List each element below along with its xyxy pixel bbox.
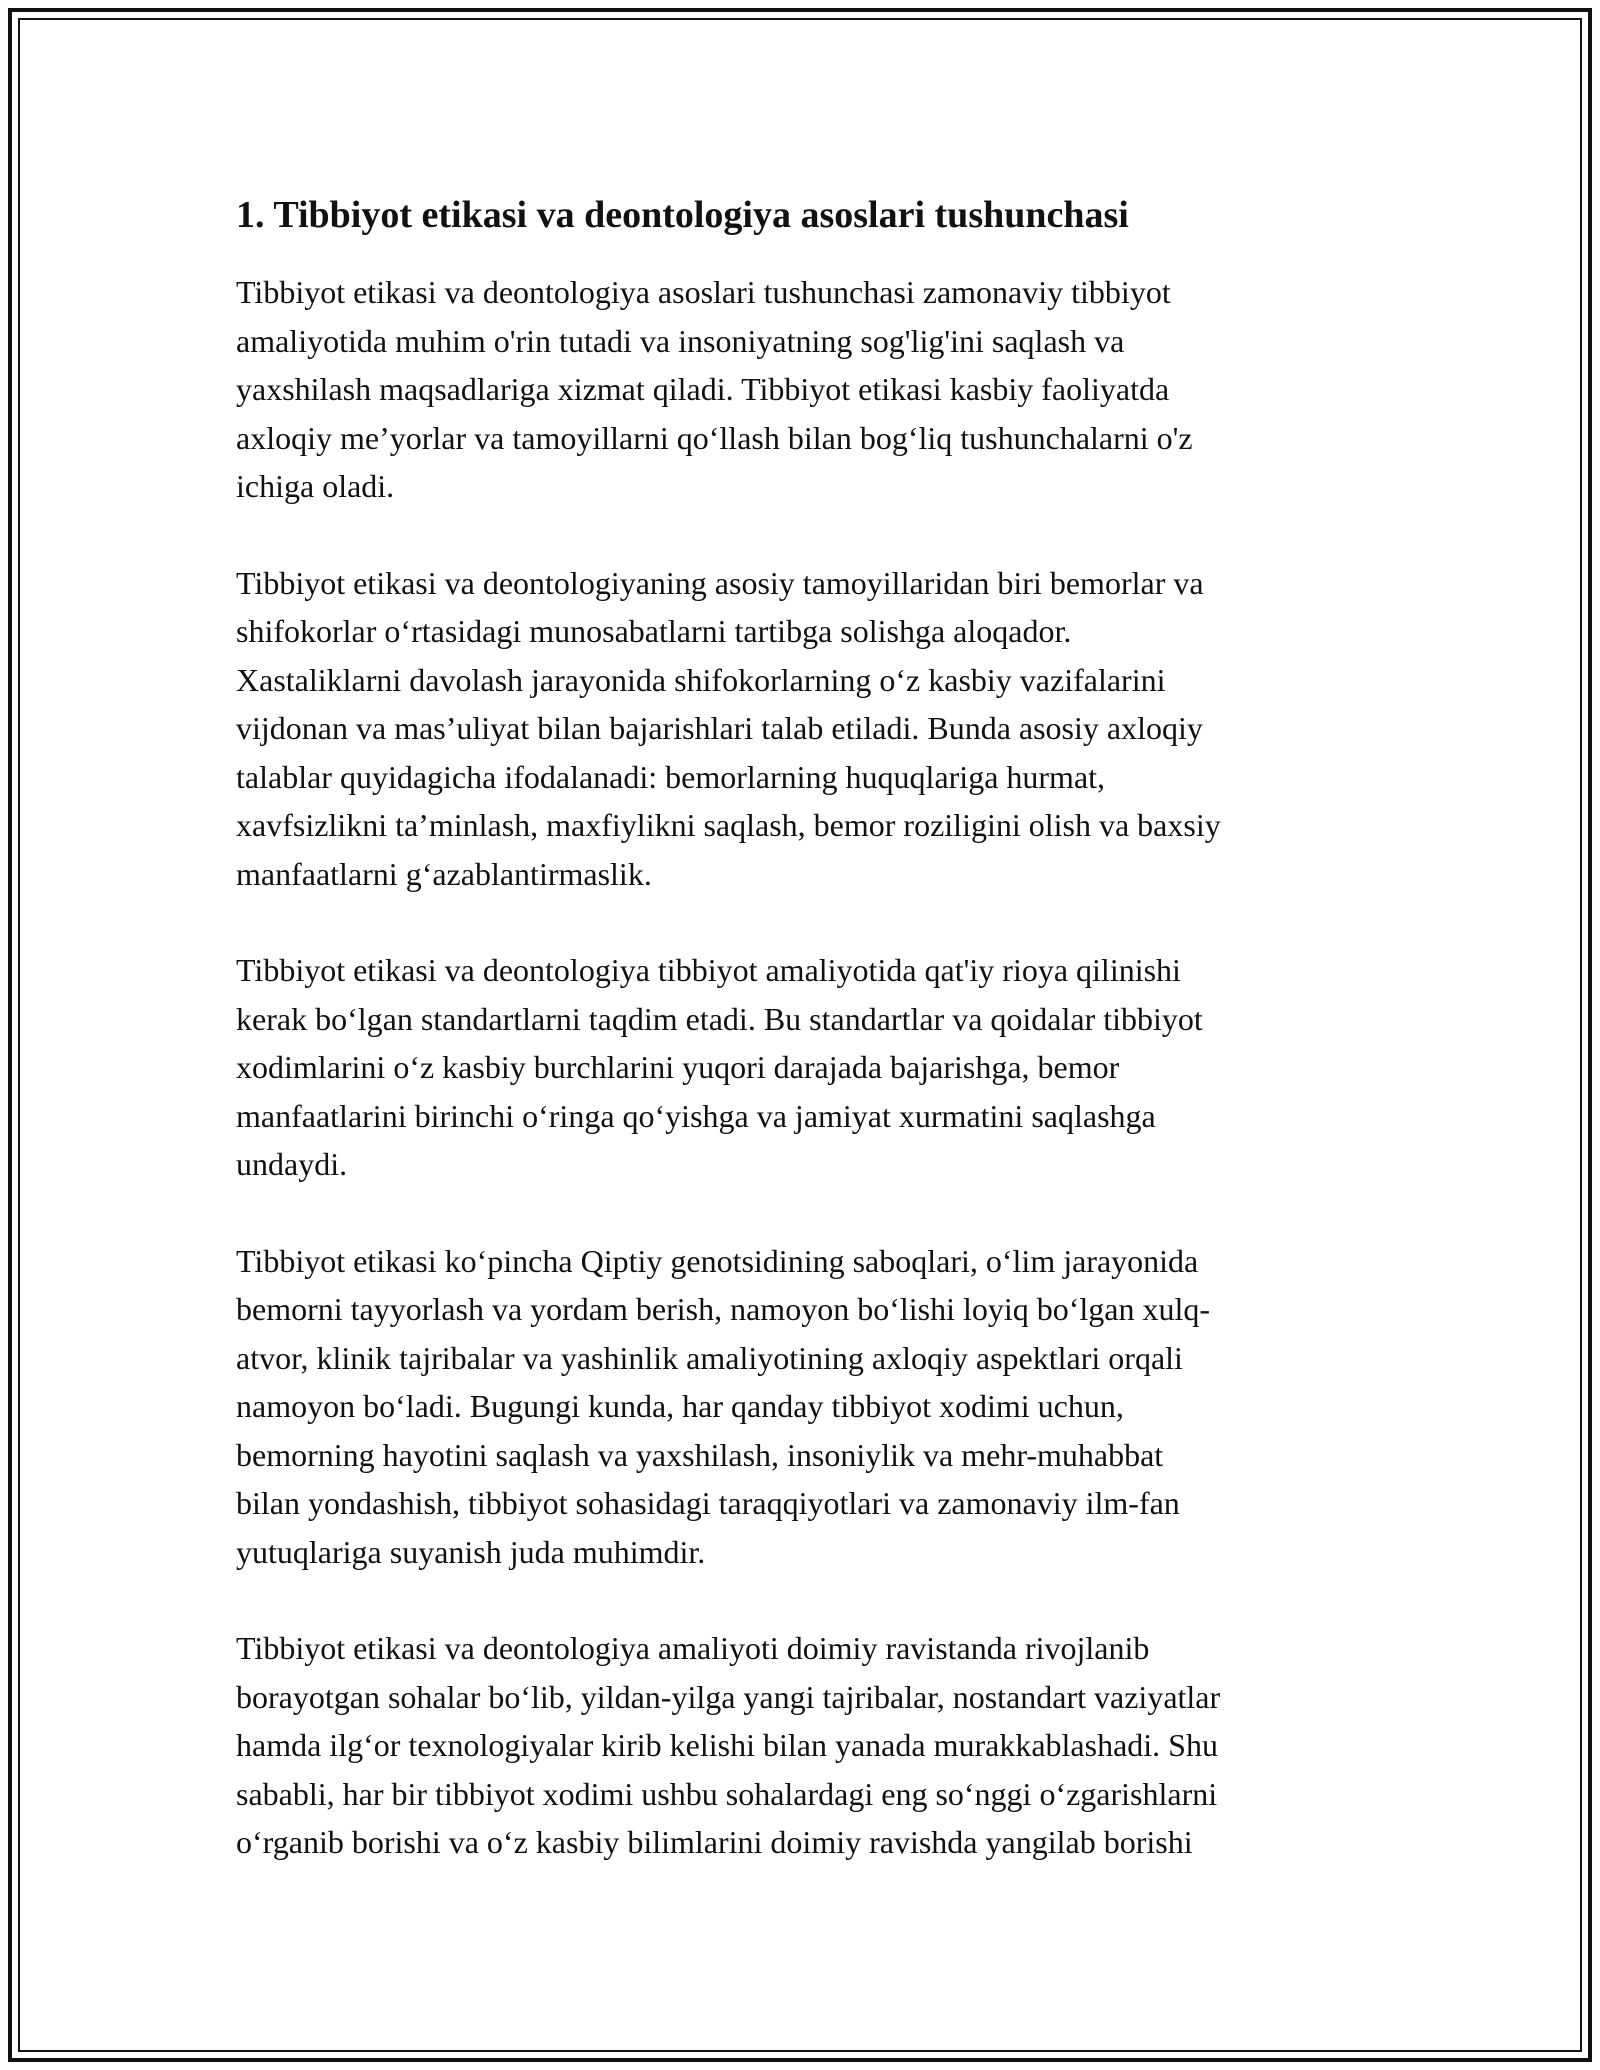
text-line: xodimlarini o‘z kasbiy burchlarini yuqori darajada bajarishga, bemor <box>236 1049 1120 1085</box>
text-line: yaxshilash maqsadlariga xizmat qiladi. Tibbiyot etikasi kasbiy faoliyatda <box>236 371 1170 407</box>
text-line: yutuqlariga suyanish juda muhimdir. <box>236 1533 706 1570</box>
text-line: hamda ilg‘or texnologiyalar kirib kelishi bilan yanada murakkablashadi. Shu <box>236 1727 1218 1763</box>
document-body <box>236 182 1386 1915</box>
text-line: borayotgan sohalar bo‘lib, yildan-yilga yangi tajribalar, nostandart vaziyatlar <box>236 1678 1221 1715</box>
text-line: Xastaliklarni davolash jarayonida shifokorlarning o‘z kasbiy vazifalarini <box>236 661 1166 698</box>
section-heading: 1. Tibbiyot etikasi va deontologiya asoslari tushunchasi <box>236 194 1129 236</box>
text-line: bemorni tayyorlash va yordam berish, namoyon bo‘lishi loyiq bo‘lgan xulq- <box>236 1291 1211 1327</box>
text-line: Tibbiyot etikasi va deontologiya amaliyoti doimiy ravistanda rivojlanib <box>236 1630 1150 1666</box>
text-line: atvor, klinik tajribalar va yashinlik amaliyotining axloqiy aspektlari orqali <box>236 1339 1183 1376</box>
paragraph-2 <box>236 559 1386 899</box>
text-line: Tibbiyot etikasi va deontologiyaning asosiy tamoyillaridan biri bemorlar va <box>236 564 1204 601</box>
text-line: Tibbiyot etikasi va deontologiya tibbiyot amaliyotida qat'iy rioya qilinishi <box>236 952 1181 988</box>
text-line: xavfsizlikni ta’minlash, maxfiylikni saqlash, bemor roziligini olish va baxsiy <box>236 807 1221 843</box>
text-line: sababli, har bir tibbiyot xodimi ushbu sohalardagi eng so‘nggi o‘zgarishlarni <box>236 1775 1218 1812</box>
text-line: talablar quyidagicha ifodalanadi: bemorlarning huquqlariga hurmat, <box>236 758 1106 795</box>
text-line: ichiga oladi. <box>236 468 395 504</box>
text-line: Tibbiyot etikasi ko‘pincha Qiptiy genotsidining saboqlari, o‘lim jarayonida <box>236 1242 1199 1279</box>
paragraph-1 <box>236 268 1386 511</box>
text-line: axloqiy me’yorlar va tamoyillarni qo‘llash bilan bog‘liq tushunchalarni o'z <box>236 419 1193 456</box>
text-line: vijdonan va mas’uliyat bilan bajarishlari talab etiladi. Bunda asosiy axloqiy <box>236 710 1203 746</box>
text-line: amaliyotida muhim o'rin tutadi va insoniyatning sog'lig'ini saqlash va <box>236 322 1125 359</box>
paragraph-4 <box>236 1237 1386 1577</box>
text-line: undaydi. <box>236 1146 348 1182</box>
paragraph-5 <box>236 1624 1386 1867</box>
text-line: Tibbiyot etikasi va deontologiya asoslari tushunchasi zamonaviy tibbiyot <box>236 274 1171 310</box>
text-line: kerak bo‘lgan standartlarni taqdim etadi. Bu standartlar va qoidalar tibbiyot <box>236 1000 1203 1037</box>
text-line: bemorning hayotini saqlash va yaxshilash, insoniylik va mehr-muhabbat <box>236 1436 1164 1473</box>
text-line: namoyon bo‘ladi. Bugungi kunda, har qanday tibbiyot xodimi uchun, <box>236 1388 1124 1424</box>
text-line: shifokorlar o‘rtasidagi munosabatlarni tartibga solishga aloqador. <box>236 613 1072 649</box>
text-line: manfaatlarni g‘azablantirmaslik. <box>236 855 652 892</box>
text-line: o‘rganib borishi va o‘z kasbiy bilimlarini doimiy ravishda yangilab borishi <box>236 1824 1193 1860</box>
paragraph-3 <box>236 946 1386 1189</box>
text-line: manfaatlarini birinchi o‘ringa qo‘yishga va jamiyat xurmatini saqlashga <box>236 1097 1156 1134</box>
text-line: bilan yondashish, tibbiyot sohasidagi taraqqiyotlari va zamonaviy ilm-fan <box>236 1485 1180 1521</box>
